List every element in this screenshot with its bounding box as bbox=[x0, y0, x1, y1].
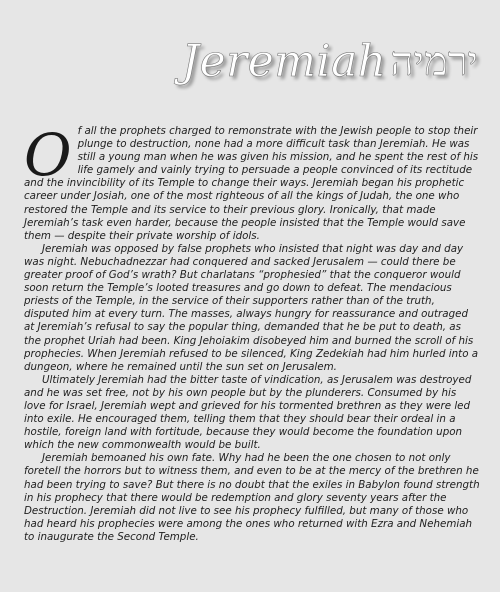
paragraph-4: Jeremiah bemoaned his own fate. Why had he been the one chosen to not only foretell the horrors but to witness them, and even to be at the mercy of the brethren he had been trying to save? But there is no doubt that the exiles in Babylon found strength in his prophecy that there would be redemption and glory seventy years after the Destruction. Jeremiah did not live to see his prophecy fulfilled, but many of those who had heard his prophecies were among the ones who returned with Ezra and Nehemiah to inaugurate the Second Temple. bbox=[24, 452, 480, 543]
drop-cap: O bbox=[24, 121, 72, 189]
article-body bbox=[24, 121, 480, 544]
paragraph-3: Ultimately Jeremiah had the bitter taste of vindication, as Jerusalem was destroyed and he was set free, not by his own people but by the plunderers. Consumed by his love for Israel, Jeremiah wept and grieved for his tormented brethren as they were led into exile. He encouraged them, telling them that they should bear their ordeal in a hostile, foreign land with fortitude, because they would become the foundation upon which the new commonwealth would be built. bbox=[24, 373, 472, 452]
paragraph-1 bbox=[24, 121, 480, 243]
paragraph-2: Jeremiah was opposed by false prophets who insisted that night was day and day was night. Nebuchadnezzar had conquered and sacked Jerusalem — could there be greater proof of God’s wrath? But charlatans “prophesied” that the conqueror would soon return the Temple’s looted treasures and go down to defeat. The mendacious priests of the Temple, in the service of their supporters rather than of the truth, disputed him at every turn. The masses, always hungry for reassurance and outraged at Jeremiah’s refusal to say the popular thing, demanded that he be put to death, as the prophet Uriah had been. King Jehoiakim disobeyed him and burned the scroll of his prophecies. When Jeremiah refused to be silenced, King Zedekiah had him hurled into a dungeon, where he remained until the sun set on Jerusalem. bbox=[24, 242, 479, 373]
title bbox=[181, 36, 478, 87]
title-english: Jeremiah bbox=[181, 36, 387, 87]
paragraph-1-text: f all the prophets charged to remonstrate with the Jewish people to stop their plunge to destruction, none had a more difficult task than Jeremiah. He was still a young man when he was given his mission, and he spent the rest of his life gamely and vainly trying to persuade a people convinced of its rectitude and the invincibility of its Temple to change their ways. Jeremiah began his prophetic career under Josiah, one of the most righteous of all the kings of Judah, the one who restored the Temple and its service to their previous glory. Ironically, that made Jeremiah’s task even harder, because the people insisted that the Temple would save them — despite their private worship of idols. bbox=[24, 125, 479, 242]
title-hebrew: ירמיה bbox=[390, 39, 478, 85]
